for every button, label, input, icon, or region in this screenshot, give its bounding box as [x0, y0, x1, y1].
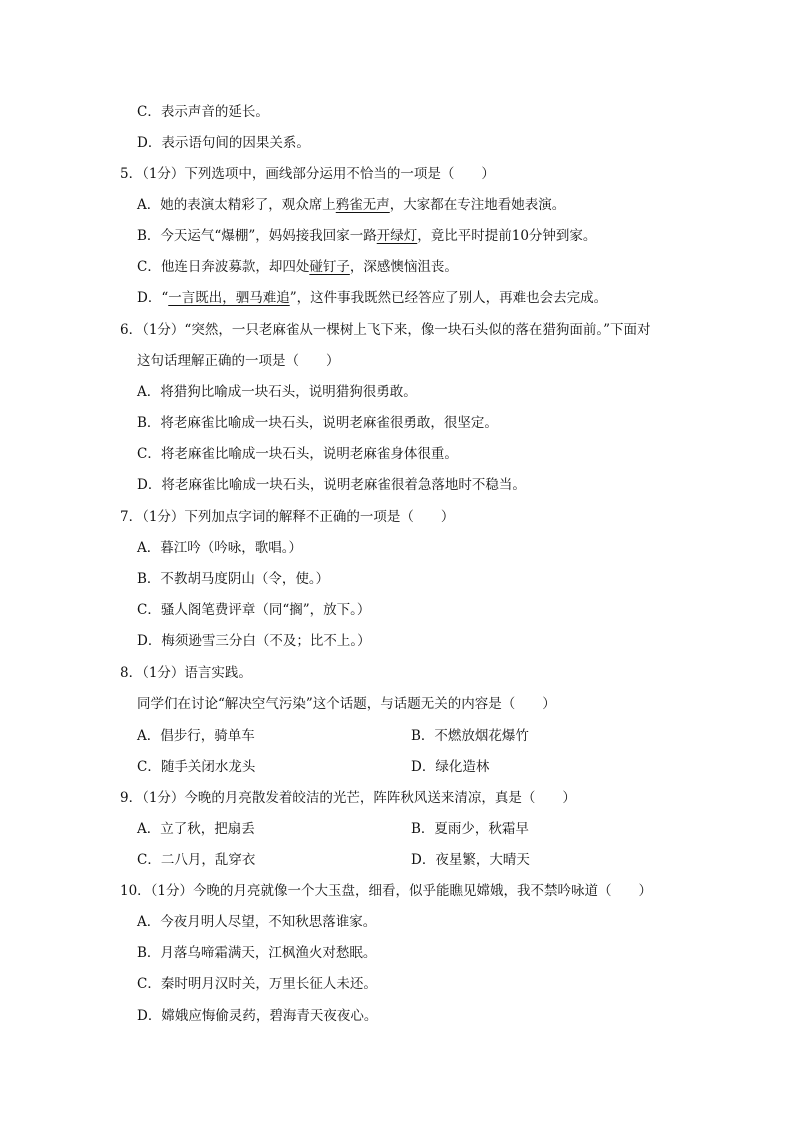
q5-d-post: ”，这件事我既然已经答应了别人，再难也会去完成。 — [289, 290, 608, 306]
q9-option-d: D．夜星繁，大晴天 — [411, 852, 530, 868]
q10-option-d: D．嫦娥应悔偷灵药，碧海青天夜夜心。 — [137, 1008, 378, 1024]
q6-option-b: B．将老麻雀比喻成一块石头，说明老麻雀很勇敢，很坚定。 — [137, 415, 498, 431]
q5-option-c — [137, 257, 458, 277]
q8-sub-stem: 同学们在讨论“解决空气污染”这个话题，与话题无关的内容是（ ） — [137, 696, 556, 712]
q5-option-a — [137, 195, 565, 215]
q9-stem: 9．（1分）今晚的月亮散发着皎洁的光芒，阵阵秋风送来清凉，真是（ ） — [120, 790, 576, 806]
q6-stem-line2: 这句话理解正确的一项是（ ） — [137, 353, 340, 369]
q7-option-d: D．梅须逊雪三分白（不及；比不上。） — [137, 633, 371, 649]
q5-d-underlined: 一言既出，驷马难追 — [168, 290, 290, 306]
q5-b-post: ，竟比平时提前10分钟到家。 — [417, 228, 597, 244]
q6-option-d: D．将老麻雀比喻成一块石头，说明老麻雀很着急落地时不稳当。 — [137, 477, 526, 493]
q8-option-c: C．随手关闭水龙头 — [137, 759, 256, 775]
q7-stem: 7．（1分）下列加点字词的解释不正确的一项是（ ） — [120, 509, 455, 525]
q7-option-b: B．不教胡马度阴山（令，使。） — [137, 571, 330, 587]
q9-option-a: A．立了秋，把扇丢 — [137, 821, 255, 837]
q5-stem: 5．（1分）下列选项中，画线部分运用不恰当的一项是（ ） — [120, 166, 495, 182]
q5-b-underlined: 开绿灯 — [376, 228, 418, 244]
q8-stem: 8．（1分）语言实践。 — [120, 665, 252, 681]
q8-option-d: D．绿化造林 — [411, 759, 490, 775]
q10-option-a: A．今夜月明人尽望，不知秋思落谁家。 — [137, 914, 377, 930]
q10-stem: 10．（1分）今晚的月亮就像一个大玉盘，细看，似乎能瞧见嫦娥，我不禁吟咏道（ ） — [120, 883, 653, 899]
q5-d-pre: D．“ — [137, 290, 169, 306]
q5-a-post: ，大家都在专注地看她表演。 — [389, 197, 566, 213]
q5-option-b — [137, 226, 596, 246]
q8-option-a: A．倡步行，骑单车 — [137, 728, 255, 744]
q5-c-pre: C．他连日奔波募款，却四处 — [137, 259, 310, 275]
q5-a-underlined: 鸦雀无声 — [335, 197, 390, 213]
q7-option-c: C．骚人阁笔费评章（同“搁”，放下。） — [137, 602, 371, 618]
q5-a-pre: A．她的表演太精彩了，观众席上 — [137, 197, 336, 213]
q5-option-d — [137, 288, 607, 308]
q6-option-a: A．将猎狗比喻成一块石头，说明猎狗很勇敢。 — [137, 384, 417, 400]
q5-c-post: ，深感懊恼沮丧。 — [349, 259, 458, 275]
q6-option-c: C．将老麻雀比喻成一块石头，说明老麻雀身体很重。 — [137, 446, 458, 462]
q10-option-c: C．秦时明月汉时关，万里长征人未还。 — [137, 976, 377, 992]
q7-option-a: A．暮江吟（吟咏，歌唱。） — [137, 540, 302, 556]
q6-stem-line1: 6．（1分）“突然，一只老麻雀从一棵树上飞下来，像一块石头似的落在猎狗面前。”下面对 — [120, 322, 651, 338]
q5-c-underlined: 碰钉子 — [309, 259, 350, 275]
option-d-partial: D．表示语句间的因果关系。 — [137, 135, 310, 151]
q9-option-c: C．二八月，乱穿衣 — [137, 852, 256, 868]
option-c-partial: C．表示声音的延长。 — [137, 104, 269, 120]
q9-option-b: B．夏雨少，秋霜早 — [411, 821, 529, 837]
q10-option-b: B．月落乌啼霜满天，江枫渔火对愁眠。 — [137, 945, 377, 961]
q8-option-b: B．不燃放烟花爆竹 — [411, 728, 529, 744]
q5-b-pre: B．今天运气“爆棚”，妈妈接我回家一路 — [137, 228, 377, 244]
